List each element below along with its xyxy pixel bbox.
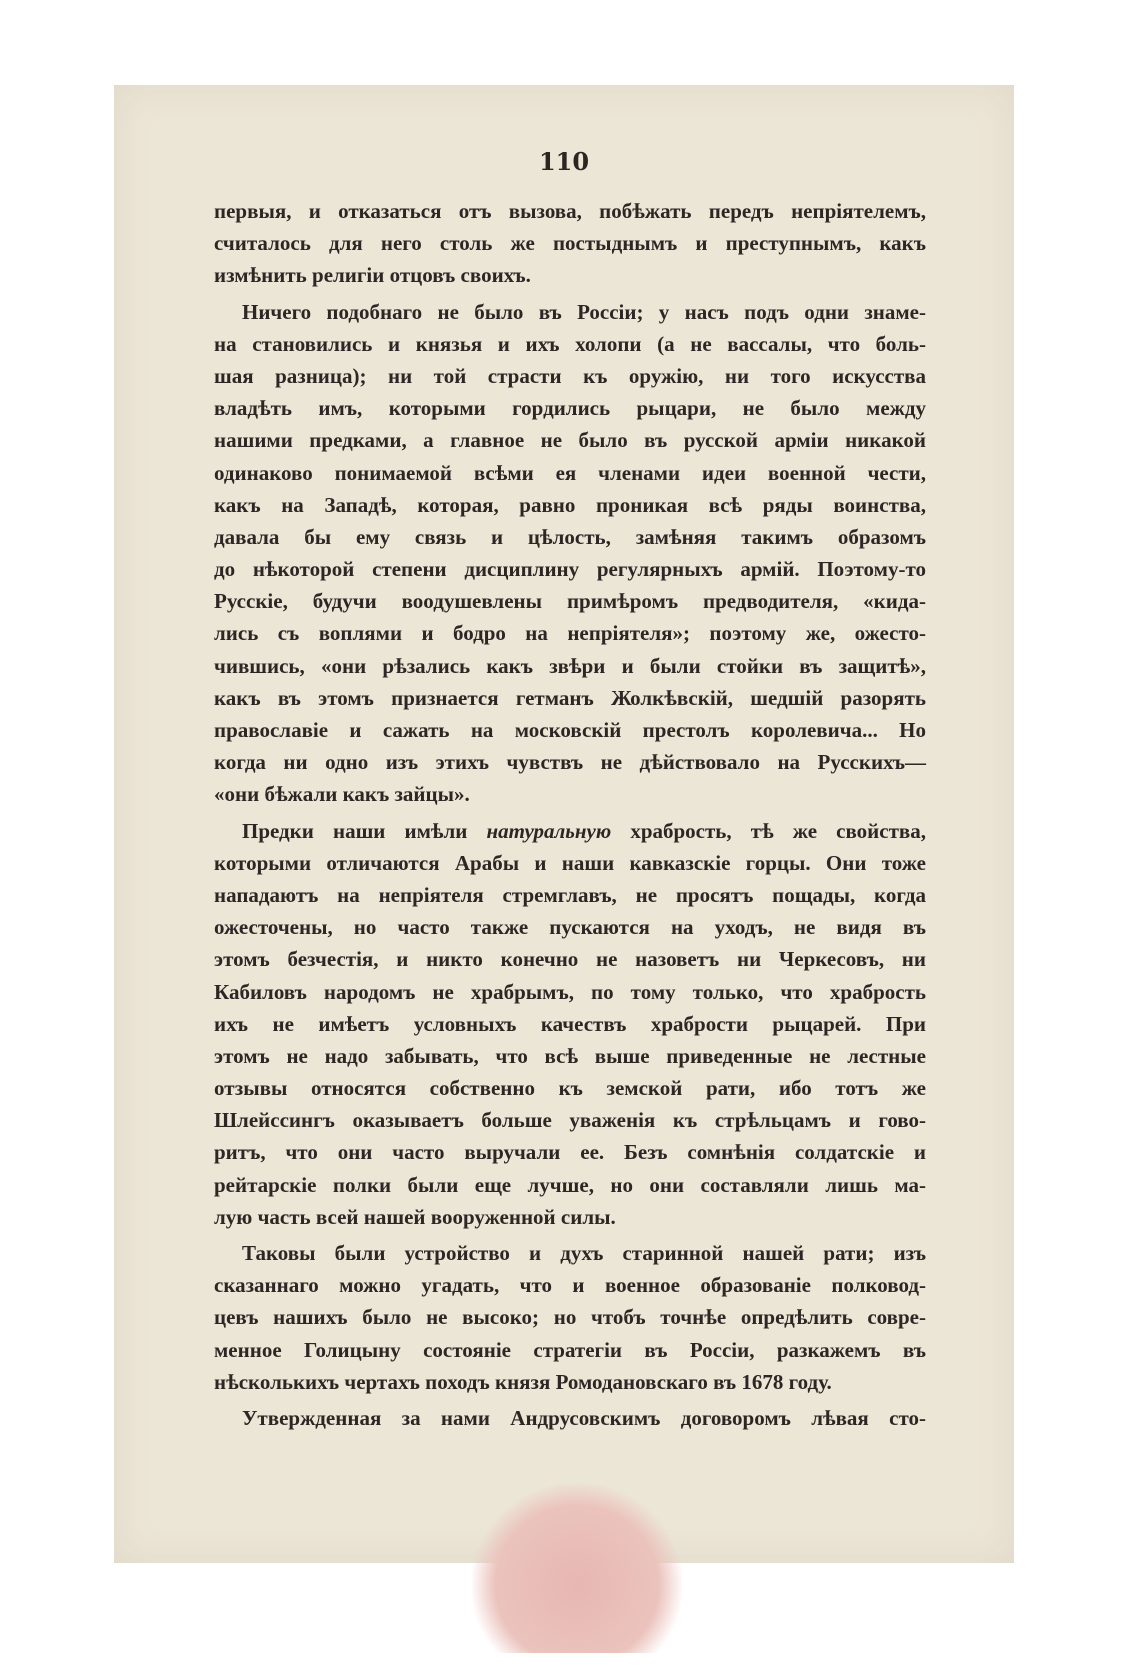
text-fragment: Предки наши имѣли xyxy=(242,818,487,843)
text-line-lead xyxy=(214,815,926,847)
book-page xyxy=(114,85,1014,1563)
paragraph-1 xyxy=(214,195,926,292)
paragraph-3 xyxy=(214,815,926,1233)
text-line: сказаннаго можно угадать, что и военное образованіе полковод- xyxy=(214,1273,926,1298)
text-line: чившись, «они рѣзались какъ звѣри и были стойки въ защитѣ», xyxy=(214,653,926,678)
text-line: которыми отличаются Арабы и наши кавказскіе горцы. Они тоже xyxy=(214,850,926,875)
text-line: владѣть имъ, которыми гордились рыцари, не было между xyxy=(214,396,926,421)
text-line: ихъ не имѣетъ условныхъ качествъ храбрости рыцарей. При xyxy=(214,1011,926,1036)
text-line: лую часть всей нашей вооруженной силы. xyxy=(214,1204,616,1229)
text-line: до нѣкоторой степени дисциплину регулярныхъ армій. Поэтому-то xyxy=(214,557,926,582)
text-line: отзывы относятся собственно къ земской рати, ибо тотъ же xyxy=(214,1076,926,1101)
text-line: когда ни одно изъ этихъ чувствъ не дѣйствовало на Русскихъ— xyxy=(214,750,926,775)
paragraph-2 xyxy=(214,296,926,811)
text-line: нашими предками, а главное не было въ русской арміи никакой xyxy=(214,428,926,453)
body-text xyxy=(214,195,926,1438)
text-line: «они бѣжали какъ зайцы». xyxy=(214,782,470,807)
text-line: Утвержденная за нами Андрусовскимъ договоромъ лѣвая сто- xyxy=(242,1405,926,1430)
text-line: лись съ воплями и бодро на непріятеля»; поэтому же, ожесто- xyxy=(214,621,926,646)
text-line: считалось для него столь же постыднымъ и преступнымъ, какъ xyxy=(214,231,926,256)
text-line: первыя, и отказаться отъ вызова, побѣжать передъ непріятелемъ, xyxy=(214,199,926,223)
text-line: цевъ нашихъ было не высоко; но чтобъ точнѣе опредѣлить совре- xyxy=(214,1305,926,1330)
page-number: 110 xyxy=(538,147,590,176)
text-line: какъ на Западѣ, которая, равно проникая всѣ ряды воинства, xyxy=(214,492,926,517)
text-line: этомъ не надо забывать, что всѣ выше приведенные не лестные xyxy=(214,1043,926,1068)
text-line: Кабиловъ народомъ не храбрымъ, по тому только, что храбрость xyxy=(214,979,926,1004)
text-line: этомъ безчестія, и никто конечно не назоветъ ни Черкесовъ, ни xyxy=(214,947,926,972)
text-line: ожесточены, но часто также пускаются на уходъ, не видя въ xyxy=(214,915,926,940)
text-line: православіе и сажать на московскій престолъ королевича... Но xyxy=(214,718,926,742)
text-line: измѣнить религіи отцовъ своихъ. xyxy=(214,263,531,288)
text-line: давала бы ему связь и цѣлость, замѣняя такимъ образомъ xyxy=(214,524,926,549)
text-line: рейтарскіе полки были еще лучше, но они составляли лишь ма- xyxy=(214,1172,926,1197)
text-line: какъ въ этомъ признается гетманъ Жолкѣвскій, шедшій разорять xyxy=(214,685,926,710)
text-line: Русскіе, будучи воодушевлены примѣромъ предводителя, «кида- xyxy=(214,589,926,614)
paper-stain xyxy=(472,1483,682,1653)
text-line: ритъ, что они часто выручали ее. Безъ сомнѣнія солдатскіе и xyxy=(214,1140,926,1165)
text-line: нѣсколькихъ чертахъ походъ князя Ромодановскаго въ 1678 году. xyxy=(214,1369,832,1394)
emphasized-word: натуральную xyxy=(486,818,612,843)
text-line: нападаютъ на непріятеля стремглавъ, не просятъ пощады, когда xyxy=(214,882,926,907)
text-line: шая разница); ни той страсти къ оружію, ни того искусства xyxy=(214,363,926,388)
text-line: Ничего подобнаго не было въ Россіи; у насъ подъ одни знаме- xyxy=(242,299,926,324)
paragraph-4 xyxy=(214,1237,926,1398)
text-line: на становились и князья и ихъ холопи (а не вассалы, что боль- xyxy=(214,331,926,356)
text-line: Таковы были устройство и духъ старинной нашей рати; изъ xyxy=(242,1241,926,1265)
text-line: одинаково понимаемой всѣми ея членами идеи военной чести, xyxy=(214,460,926,485)
paragraph-5 xyxy=(214,1402,926,1434)
text-fragment: храбрость, тѣ же свойства, xyxy=(630,818,926,843)
text-line: Шлейссингъ оказываетъ больше уваженія къ стрѣльцамъ и гово- xyxy=(214,1108,926,1133)
text-line: менное Голицыну состояніе стратегіи въ Россіи, разкажемъ въ xyxy=(214,1337,926,1362)
